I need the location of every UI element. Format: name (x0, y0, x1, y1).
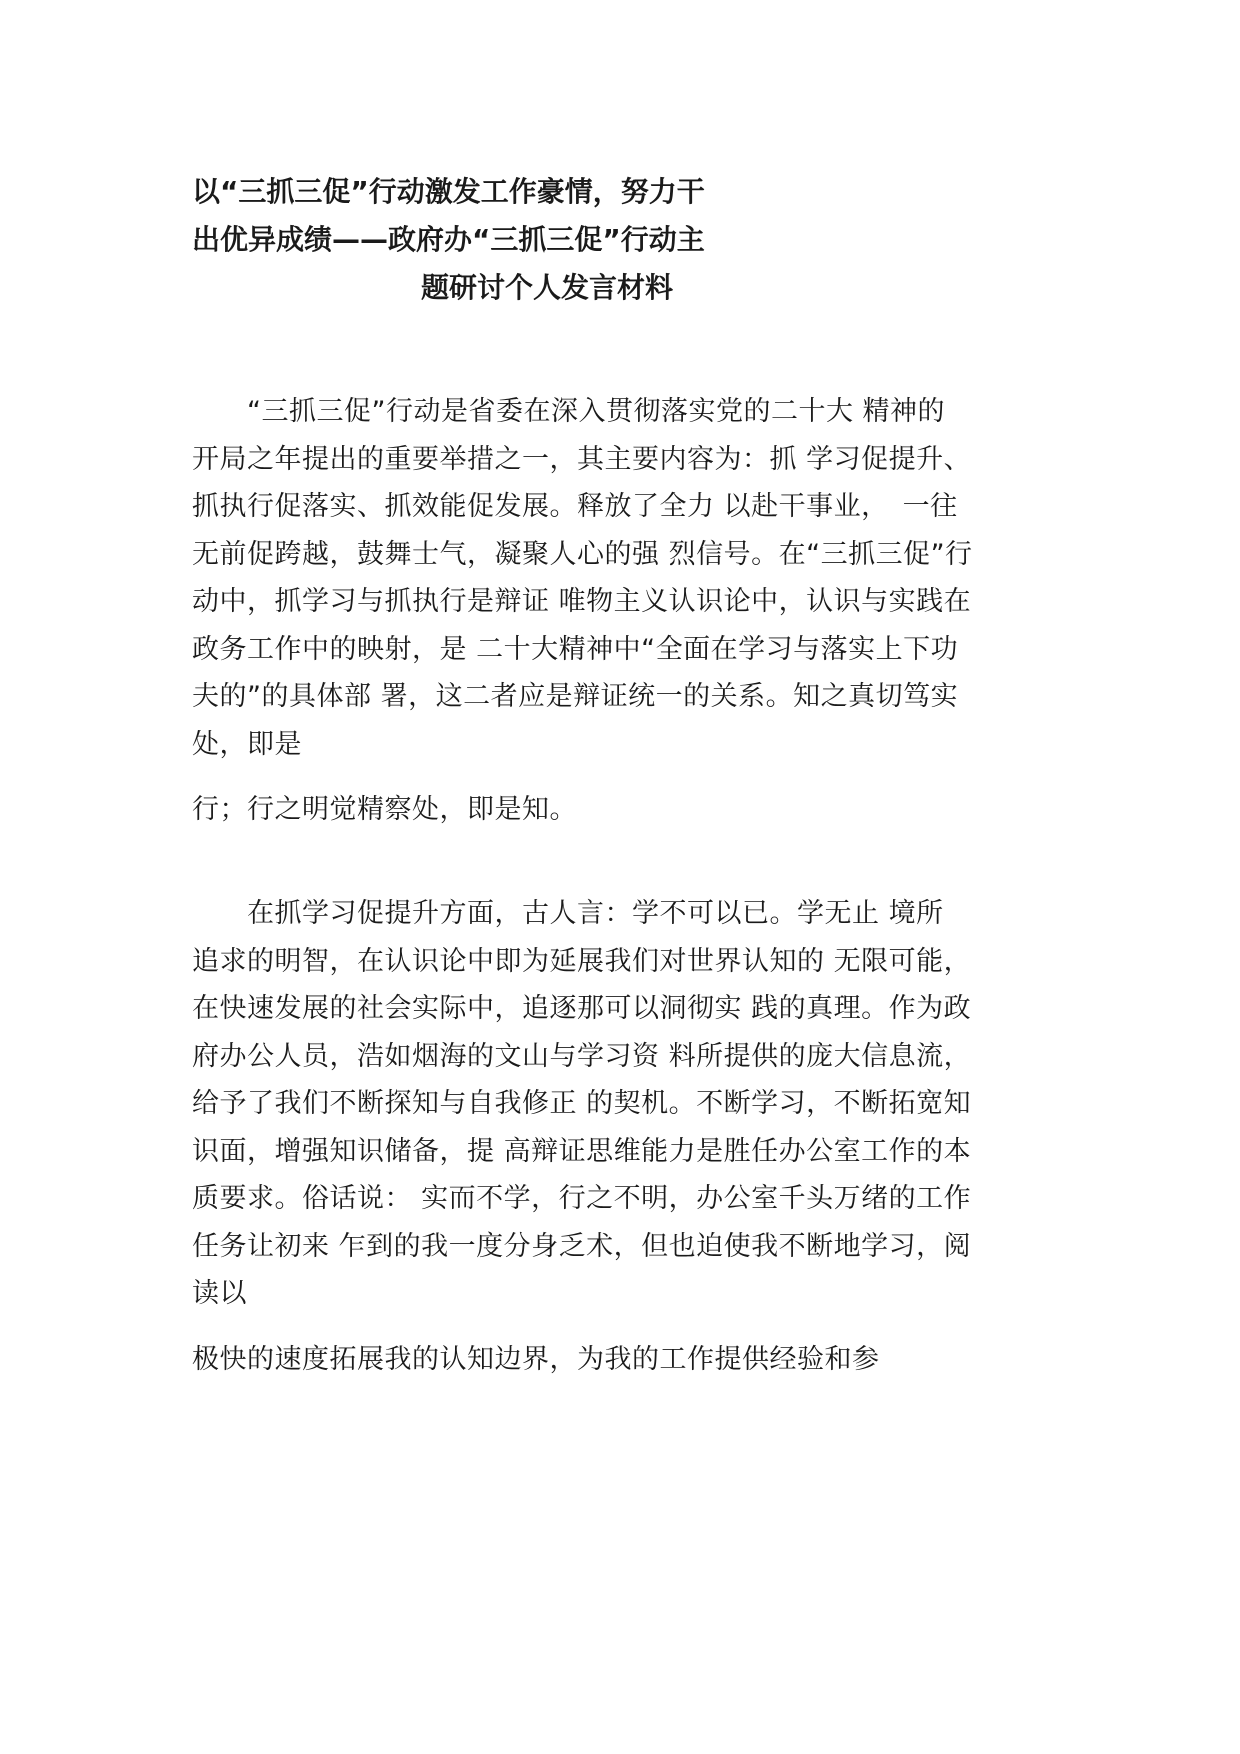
paragraph-2-line: 识面，增强知识储备，提 高辩证思维能力是胜任办公室工作的本 (192, 1135, 972, 1167)
paragraph-2-line: 任务让初来 乍到的我一度分身乏术，但也迫使我不断地学习，阅 (192, 1230, 972, 1262)
paragraph-1-line: 抓执行促落实、抓效能促发展。释放了全力 以赴干事业， 一往 (192, 491, 958, 522)
paragraph-1 (192, 388, 1062, 768)
paragraph-2-line: 读以 (192, 1278, 247, 1309)
paragraph-1-line: 夫的”的具体部 署，这二者应是辩证统一的关系。知之真切笃实 (192, 681, 959, 712)
paragraph-1-line: 动中，抓学习与抓执行是辩证 唯物主义认识论中，认识与实践在 (192, 586, 972, 617)
paragraph-2-line: 在抓学习促提升方面，古人言：学不可以已。学无止 境所 (192, 898, 944, 929)
title-line-2: 出优异成绩——政府办“三抓三促”行动主 (192, 223, 705, 256)
paragraph-1-line: 无前促跨越，鼓舞士气，凝聚人心的强 烈信号。在“三抓三促”行 (192, 538, 973, 570)
paragraph-1-continuation-line: 行；行之明觉精察处，即是知。 (192, 794, 577, 825)
title-line-3: 题研讨个人发言材料 (420, 271, 673, 304)
paragraph-2-continuation-line: 极快的速度拓展我的认知边界，为我的工作提供经验和参 (192, 1344, 880, 1375)
document-title (192, 168, 752, 312)
paragraph-2-line: 给予了我们不断探知与自我修正 的契机。不断学习，不断拓宽知 (192, 1088, 972, 1119)
paragraph-2-line: 质要求。俗话说： 实而不学，行之不明，办公室千头万绪的工作 (192, 1183, 972, 1214)
paragraph-1-continuation (192, 786, 1062, 834)
paragraph-2-line: 在快速发展的社会实际中，追逐那可以洞彻实 践的真理。作为政 (192, 993, 972, 1024)
paragraph-2-line: 追求的明智，在认识论中即为延展我们对世界认知的 无限可能， (192, 945, 972, 977)
paragraph-1-line: 处，即是 (192, 728, 302, 760)
paragraph-1-line: “三抓三促”行动是省委在深入贯彻落实党的二十大 精神的 (192, 396, 946, 427)
paragraph-2-line: 府办公人员，浩如烟海的文山与学习资 料所提供的庞大信息流， (192, 1040, 972, 1072)
title-line-1: 以“三抓三促”行动激发工作豪情，努力干 (192, 175, 705, 208)
paragraph-1-line: 开局之年提出的重要举措之一，其主要内容为：抓 学习促提升、 (192, 443, 972, 475)
paragraph-2-continuation (192, 1336, 1062, 1384)
paragraph-1-line: 政务工作中的映射，是 二十大精神中“全面在学习与落实上下功 (192, 633, 959, 665)
paragraph-2 (192, 890, 1062, 1318)
